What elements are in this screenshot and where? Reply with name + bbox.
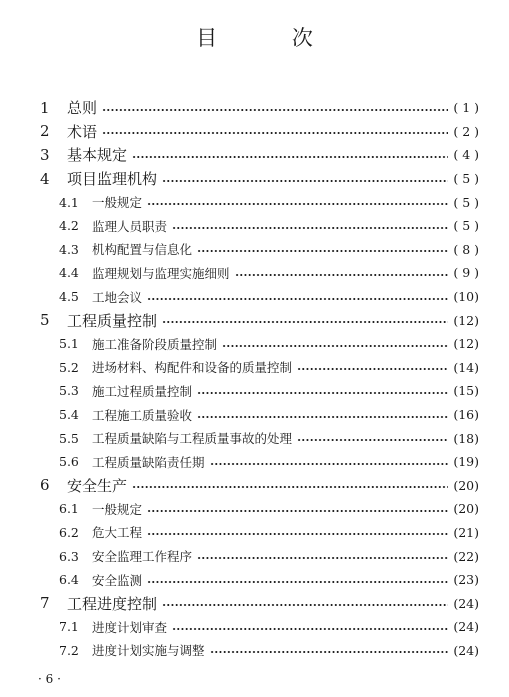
toc-entry-title: 基本规定 [67, 146, 128, 165]
toc-chapter-entry[interactable] [0, 96, 509, 120]
toc-chapter-entry[interactable] [0, 308, 509, 332]
dot-leader [210, 463, 449, 465]
toc-entry-title: 工程进度控制 [67, 594, 158, 613]
toc-entry-page: (20) [453, 477, 479, 493]
toc-section-entry[interactable] [0, 544, 509, 568]
toc-entry-number: 5.1 [59, 336, 79, 352]
toc-section-entry[interactable] [0, 356, 509, 380]
toc-entry-number: 6.1 [59, 501, 79, 517]
toc-entry-number: 7 [40, 594, 50, 613]
toc-entry-number: 6 [40, 476, 50, 495]
dot-leader [197, 250, 448, 252]
toc-chapter-entry[interactable] [0, 120, 509, 144]
toc-entry-page: ( 4 ) [453, 147, 479, 163]
toc-entry-title: 进度计划审查 [92, 619, 168, 635]
toc-entry-page: ( 5 ) [453, 218, 479, 234]
toc-entry-title: 工程施工质量验收 [92, 407, 193, 423]
toc-entry-title: 术语 [67, 122, 98, 141]
toc-entry-number: 4.4 [59, 265, 79, 281]
toc-entry-page: ( 1 ) [453, 100, 479, 116]
toc-entry-page: (18) [453, 430, 479, 446]
toc-entry-page: (12) [453, 336, 479, 352]
toc-entry-title: 监理规划与监理实施细则 [92, 265, 230, 281]
toc-entry-title: 工程质量缺陷责任期 [92, 454, 205, 470]
toc-entry-page: (24) [453, 595, 479, 611]
toc-entry-page: ( 5 ) [453, 194, 479, 210]
toc-entry-page: (21) [453, 524, 479, 540]
dot-leader [197, 416, 448, 418]
toc-entry-page: (22) [453, 548, 479, 564]
toc-entry-title: 项目监理机构 [67, 170, 158, 189]
toc-entry-title: 危大工程 [92, 525, 143, 541]
toc-entry-number: 3 [40, 145, 50, 164]
dot-leader [172, 227, 448, 229]
toc-section-entry[interactable] [0, 521, 509, 545]
toc-entry-title: 进场材料、构配件和设备的质量控制 [92, 360, 293, 376]
dot-leader [102, 132, 448, 134]
toc-entry-number: 5.5 [59, 430, 79, 446]
toc-section-entry[interactable] [0, 261, 509, 285]
toc-section-entry[interactable] [0, 379, 509, 403]
dot-leader [147, 533, 448, 535]
toc-section-entry[interactable] [0, 238, 509, 262]
toc-section-entry[interactable] [0, 403, 509, 427]
toc-section-entry[interactable] [0, 190, 509, 214]
toc-section-entry[interactable] [0, 214, 509, 238]
toc-entry-number: 1 [40, 98, 50, 117]
toc-entry-number: 6.2 [59, 524, 79, 540]
toc-entry-page: ( 9 ) [453, 265, 479, 281]
toc-entry-number: 5 [40, 311, 50, 330]
dot-leader [132, 486, 448, 488]
toc-entry-number: 5.6 [59, 454, 79, 470]
toc-entry-page: (14) [453, 359, 479, 375]
dot-leader [132, 156, 448, 158]
toc-chapter-entry[interactable] [0, 143, 509, 167]
page-title: 目 次 [196, 26, 347, 50]
toc-entry-title: 工程质量控制 [67, 311, 158, 330]
table-of-contents [0, 96, 509, 662]
toc-entry-number: 5.2 [59, 359, 79, 375]
toc-section-entry[interactable] [0, 285, 509, 309]
toc-entry-number: 6.3 [59, 548, 79, 564]
toc-entry-number: 4.1 [59, 194, 79, 210]
toc-chapter-entry[interactable] [0, 474, 509, 498]
toc-entry-title: 进度计划实施与调整 [92, 643, 205, 659]
dot-leader [147, 298, 448, 300]
toc-entry-number: 4 [40, 169, 50, 188]
toc-entry-number: 7.2 [59, 642, 79, 658]
toc-section-entry[interactable] [0, 639, 509, 663]
toc-entry-title: 施工准备阶段质量控制 [92, 336, 218, 352]
toc-entry-number: 5.3 [59, 383, 79, 399]
toc-entry-page: (24) [453, 642, 479, 658]
toc-entry-page: (20) [453, 501, 479, 517]
toc-entry-page: ( 8 ) [453, 241, 479, 257]
dot-leader [147, 203, 448, 205]
toc-entry-title: 安全生产 [67, 476, 128, 495]
dot-leader [197, 557, 448, 559]
toc-section-entry[interactable] [0, 450, 509, 474]
toc-entry-title: 施工过程质量控制 [92, 383, 193, 399]
dot-leader [147, 581, 448, 583]
dot-leader [147, 510, 448, 512]
dot-leader [162, 321, 448, 323]
toc-entry-page: ( 2 ) [453, 123, 479, 139]
dot-leader [297, 368, 448, 370]
dot-leader [222, 345, 448, 347]
toc-entry-number: 4.3 [59, 241, 79, 257]
toc-entry-number: 6.4 [59, 572, 79, 588]
toc-entry-page: (23) [453, 572, 479, 588]
toc-entry-number: 7.1 [59, 619, 79, 635]
toc-chapter-entry[interactable] [0, 167, 509, 191]
dot-leader [102, 109, 448, 111]
toc-entry-title: 监理人员职责 [92, 218, 168, 234]
dot-leader [162, 604, 448, 606]
toc-section-entry[interactable] [0, 568, 509, 592]
toc-entry-page: (15) [453, 383, 479, 399]
toc-entry-title: 工程质量缺陷与工程质量事故的处理 [92, 431, 293, 447]
toc-section-entry[interactable] [0, 332, 509, 356]
toc-entry-page: (10) [453, 289, 479, 305]
toc-entry-page: (12) [453, 312, 479, 328]
toc-entry-number: 4.5 [59, 289, 79, 305]
dot-leader [210, 651, 449, 653]
toc-section-entry[interactable] [0, 615, 509, 639]
dot-leader [162, 180, 448, 182]
toc-entry-page: ( 5 ) [453, 171, 479, 187]
dot-leader [235, 274, 449, 276]
toc-entry-page: (19) [453, 454, 479, 470]
toc-chapter-entry[interactable] [0, 591, 509, 615]
toc-entry-page: (16) [453, 407, 479, 423]
toc-section-entry[interactable] [0, 497, 509, 521]
dot-leader [197, 392, 448, 394]
toc-entry-title: 一般规定 [92, 195, 143, 211]
dot-leader [172, 628, 448, 630]
toc-entry-title: 工地会议 [92, 289, 143, 305]
toc-entry-title: 一般规定 [92, 501, 143, 517]
toc-entry-title: 安全监测 [92, 572, 143, 588]
dot-leader [297, 439, 448, 441]
toc-entry-title: 安全监理工作程序 [92, 549, 193, 565]
toc-entry-number: 4.2 [59, 218, 79, 234]
page-number-footer: · 6 · [38, 672, 61, 686]
toc-entry-page: (24) [453, 619, 479, 635]
toc-section-entry[interactable] [0, 426, 509, 450]
toc-entry-title: 总则 [67, 99, 98, 118]
toc-entry-number: 5.4 [59, 407, 79, 423]
toc-entry-title: 机构配置与信息化 [92, 242, 193, 258]
toc-entry-number: 2 [40, 122, 50, 141]
